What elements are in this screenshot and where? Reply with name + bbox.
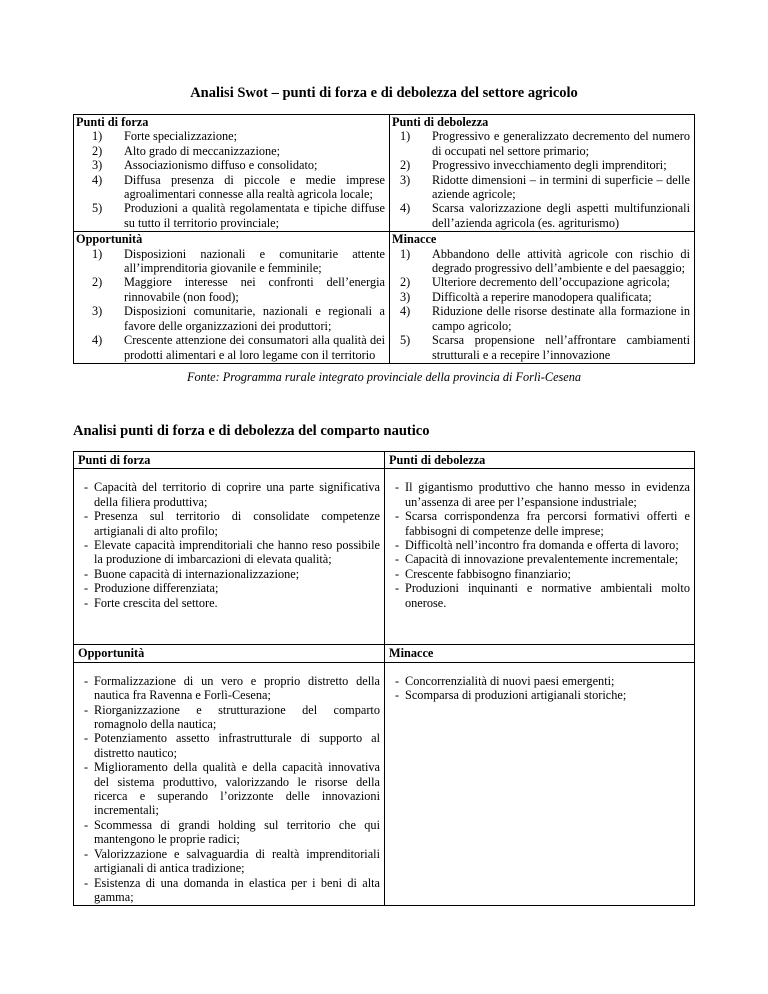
item-text: Abbandono delle attività agricole con rischio di degrado progressivo dell’ambiente e del paesaggio; [432, 246, 690, 276]
table-row [74, 645, 695, 662]
opportunita-cell [74, 232, 390, 364]
list-item: - Presenza sul territorio di consolidate competenze artigianali di alto profilo; [78, 509, 380, 538]
list-item [394, 129, 690, 158]
list-item: - Scarsa corrispondenza fra percorsi formativi offerti e fabbisogni di competenze delle imprese; [389, 509, 690, 538]
list-item [78, 201, 385, 230]
item-number: 2) [400, 158, 411, 173]
forza-list [78, 129, 385, 230]
table-row [74, 469, 695, 645]
item-number: 1) [92, 129, 103, 144]
list-item [394, 158, 690, 172]
item-text: Forte specializzazione; [124, 129, 238, 144]
minacce-cell [390, 232, 695, 364]
item-text: Ulteriore decremento dell’occupazione agricola; [432, 275, 670, 290]
list-item [78, 173, 385, 202]
list-item: - Buone capacità di internazionalizzazione; [78, 567, 380, 581]
swot-agricolo-table [73, 114, 695, 364]
item-text: Progressivo invecchiamento degli imprenditori; [432, 158, 667, 173]
item-text: Maggiore interesse nei confronti dell’energia rinnovabile (non food); [124, 275, 385, 304]
list-item [78, 129, 385, 143]
forza-cell [74, 115, 390, 232]
list-item: - Scomparsa di produzioni artigianali storiche; [389, 688, 690, 702]
item-text: Alto grado di meccanizzazione; [124, 143, 281, 158]
nautico-title: Analisi punti di forza e di debolezza del comparto nautico [73, 423, 430, 439]
opportunita-heading: Opportunità [74, 645, 385, 662]
list-item: - Difficoltà nell’incontro fra domanda e offerta di lavoro; [389, 538, 690, 552]
debolezza-cell [390, 115, 695, 232]
list-item [78, 144, 385, 158]
list-item: - Capacità di innovazione prevalentemente incrementale; [389, 552, 690, 566]
item-number: 4) [92, 172, 103, 187]
item-text: Scarsa propensione nell’affrontare cambiamenti strutturali e a recepire l’innovazione [432, 333, 690, 362]
list-item: - Scommessa di grandi holding sul territorio che qui mantengono le proprie radici; [78, 818, 380, 847]
item-number: 2) [92, 143, 103, 158]
item-number: 1) [400, 246, 411, 261]
minacce-list [389, 674, 690, 703]
item-number: 3) [400, 289, 411, 304]
forza-heading: Punti di forza [76, 115, 149, 129]
list-item: - Esistenza di una domanda in elastica per i beni di alta gamma; [78, 876, 380, 905]
item-text: Scarsa valorizzazione degli aspetti multifunzionali dell’azienda agricola (es. agriturismo) [432, 201, 690, 230]
item-number: 4) [400, 304, 411, 319]
list-item: - Potenziamento assetto infrastrutturale di supporto al distretto nautico; [78, 731, 380, 760]
list-item [394, 304, 690, 333]
table-row [74, 662, 695, 906]
opportunita-heading: Opportunità [76, 232, 143, 247]
list-item [394, 201, 690, 230]
minacce-heading: Minacce [392, 232, 437, 247]
list-item: - Riorganizzazione e strutturazione del comparto romagnolo della nautica; [78, 703, 380, 732]
forza-list [78, 480, 380, 610]
minacce-cell [385, 662, 695, 906]
list-item: - Formalizzazione di un vero e proprio distretto della nautica fra Ravenna e Forlì-Cesena; [78, 674, 380, 703]
minacce-heading: Minacce [385, 645, 695, 662]
item-number: 5) [92, 201, 103, 216]
list-item: - Capacità del territorio di coprire una parte significativa della filiera produttiva; [78, 480, 380, 509]
debolezza-list [394, 129, 690, 230]
list-item [78, 333, 385, 362]
list-item [394, 173, 690, 202]
list-item: - Il gigantismo produttivo che hanno messo in evidenza un’assenza di aree per l’espansione industriale; [389, 480, 690, 509]
source-note: Fonte: Programma rurale integrato provinciale della provincia di Forlì-Cesena [186, 370, 582, 384]
item-text: Crescente attenzione dei consumatori alla qualità dei prodotti alimentari e al loro legame con il territorio [124, 333, 385, 362]
item-text: Disposizioni comunitarie, nazionali e regionali a favore delle organizzazioni dei produttori; [124, 304, 385, 333]
list-item [394, 290, 690, 304]
debolezza-heading: Punti di debolezza [385, 452, 695, 469]
list-item: - Valorizzazione e salvaguardia di realtà imprenditoriali artigianali di antica tradizione; [78, 847, 380, 876]
item-number: 5) [400, 333, 411, 348]
debolezza-heading: Punti di debolezza [392, 115, 489, 129]
list-item [78, 247, 385, 276]
item-number: 3) [92, 304, 103, 319]
item-text: Disposizioni nazionali e comunitarie attente all’imprenditoria giovanile e femminile; [124, 246, 385, 276]
item-number: 3) [92, 158, 103, 173]
debolezza-list [389, 480, 690, 610]
item-text: Diffusa presenza di piccole e medie imprese agroalimentari connesse alla realtà agricola locale; [124, 172, 385, 202]
list-item: - Miglioramento della qualità e della capacità innovativa del sistema produttivo, valorizzando le risorse della ricerca e superando l’orizzonte delle innovazioni incrementali; [78, 760, 380, 818]
nautico-table [73, 451, 695, 906]
item-text: Ridotte dimensioni – in termini di superficie – delle aziende agricole; [432, 172, 690, 202]
item-text: Progressivo e generalizzato decremento del numero di occupati nel settore primario; [432, 129, 690, 158]
list-item [78, 158, 385, 172]
item-text: Produzioni a qualità regolamentata e tipiche diffuse su tutto il territorio provinciale; [124, 201, 385, 230]
list-item [78, 304, 385, 333]
table-row [74, 115, 695, 232]
item-text: Riduzione delle risorse destinate alla formazione in campo agricolo; [432, 304, 690, 333]
table-row [74, 232, 695, 364]
table-row [74, 452, 695, 469]
opportunita-list [78, 247, 385, 362]
opportunita-list [78, 674, 380, 905]
list-item [78, 275, 385, 304]
swot-agricolo-title: Analisi Swot – punti di forza e di debolezza del settore agricolo [190, 85, 578, 101]
list-item [394, 275, 690, 289]
debolezza-cell [385, 469, 695, 645]
item-number: 3) [400, 172, 411, 187]
item-number: 1) [400, 129, 411, 144]
list-item [394, 333, 690, 362]
item-text: Associazionismo diffuso e consolidato; [124, 158, 318, 173]
item-number: 1) [92, 246, 103, 261]
list-item: - Produzione differenziata; [78, 581, 380, 595]
opportunita-cell [74, 662, 385, 906]
list-item [394, 247, 690, 276]
item-text: Difficoltà a reperire manodopera qualificata; [432, 289, 652, 304]
item-number: 2) [400, 275, 411, 290]
item-number: 4) [92, 333, 103, 348]
list-item: - Elevate capacità imprenditoriali che hanno reso possibile la produzione di imbarcazioni di elevata qualità; [78, 538, 380, 567]
forza-heading: Punti di forza [74, 452, 385, 469]
forza-cell [74, 469, 385, 645]
item-number: 4) [400, 201, 411, 216]
list-item: - Produzioni inquinanti e normative ambientali molto onerose. [389, 581, 690, 610]
minacce-list [394, 247, 690, 362]
list-item: - Crescente fabbisogno finanziario; [389, 567, 690, 581]
list-item: - Concorrenzialità di nuovi paesi emergenti; [389, 674, 690, 688]
list-item: - Forte crescita del settore. [78, 596, 380, 610]
item-number: 2) [92, 275, 103, 290]
